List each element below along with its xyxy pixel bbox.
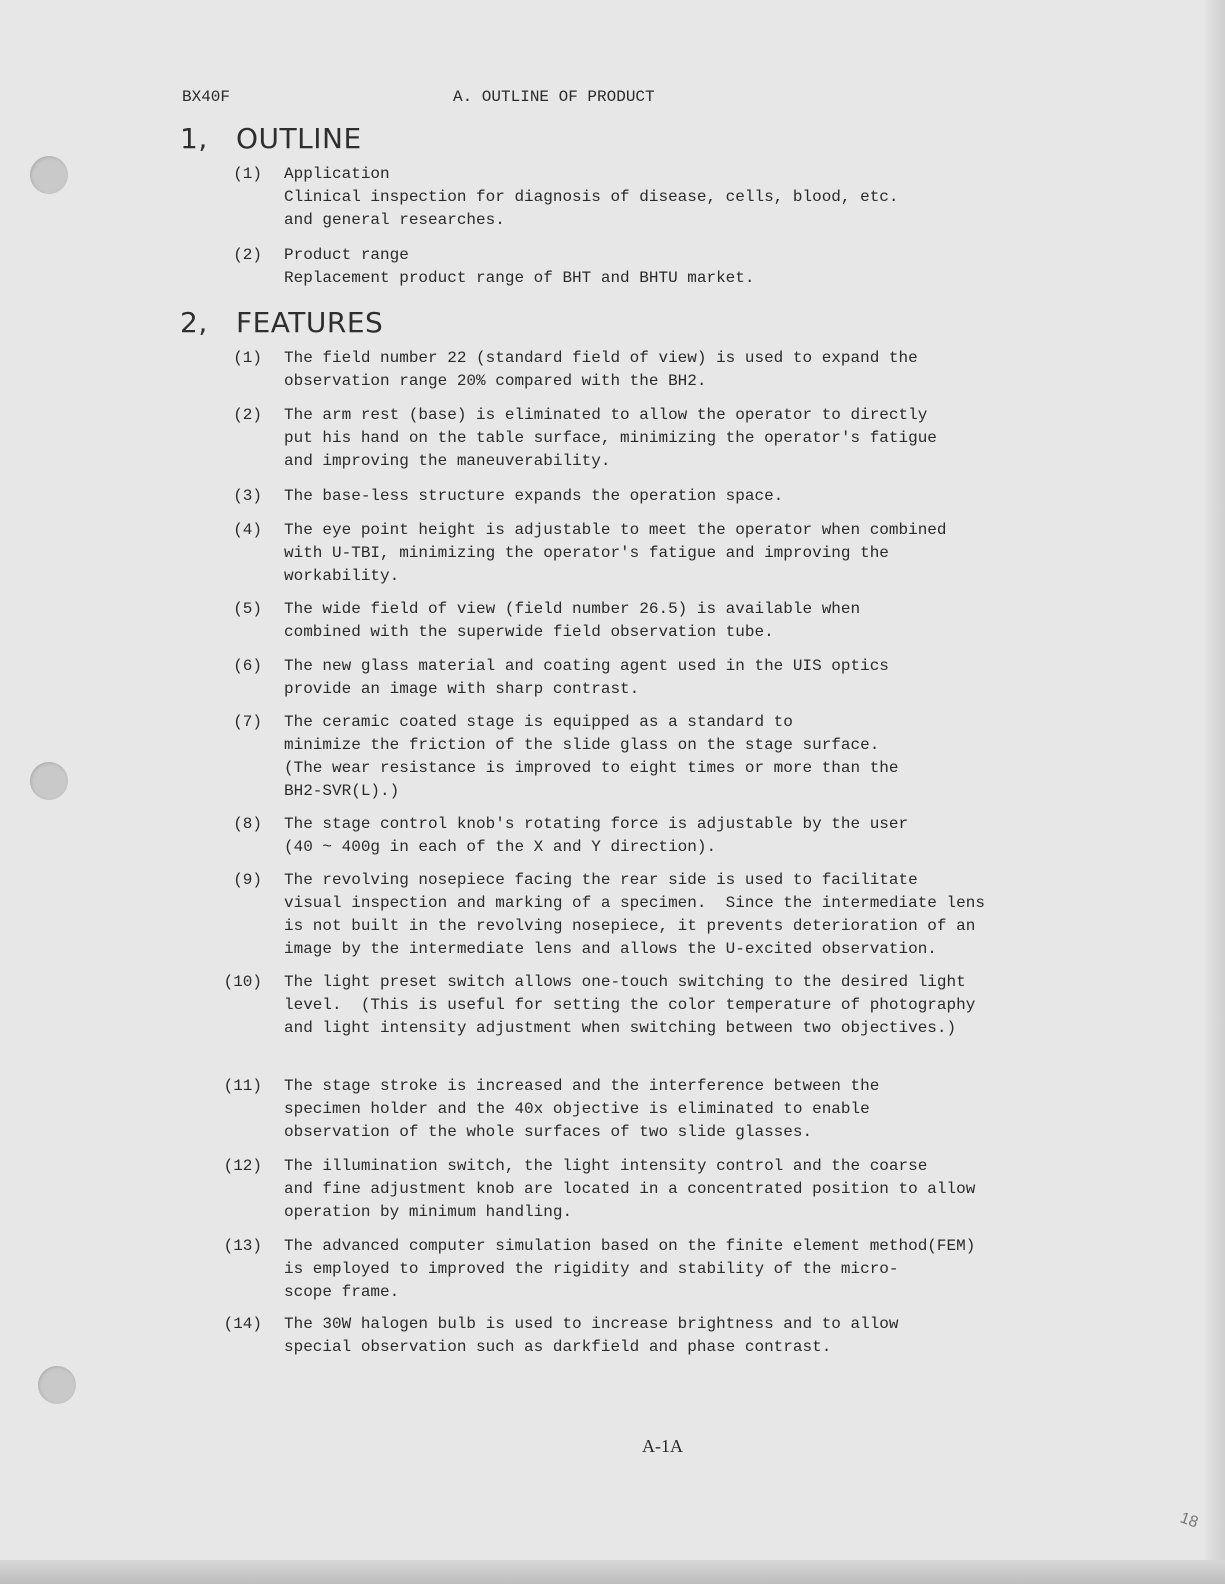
item-number: (4) <box>233 521 262 539</box>
item-number: (8) <box>233 815 262 833</box>
item-line: with U-TBI, minimizing the operator's fatigue and improving the <box>284 544 889 562</box>
item-text <box>284 655 1124 701</box>
item-text <box>284 163 1124 232</box>
item-line: The base-less structure expands the operation space. <box>284 487 784 505</box>
item-text <box>284 711 1124 803</box>
section-title: FEATURES <box>236 306 384 339</box>
item-number: (3) <box>233 487 262 505</box>
item-line: The 30W halogen bulb is used to increase brightness and to allow <box>284 1315 899 1333</box>
page-bottom-shadow <box>0 1560 1225 1584</box>
item-text <box>284 971 1124 1040</box>
item-line: special observation such as darkfield and phase contrast. <box>284 1338 832 1356</box>
item-line: specimen holder and the 40x objective is eliminated to enable <box>284 1100 870 1118</box>
item-line: and improving the maneuverability. <box>284 452 611 470</box>
item-line: (The wear resistance is improved to eight times or more than the <box>284 759 899 777</box>
item-line: workability. <box>284 567 400 585</box>
item-text <box>284 1313 1124 1359</box>
item-line: Replacement product range of BHT and BHTU market. <box>284 269 755 287</box>
header-chapter: A. OUTLINE OF PRODUCT <box>453 88 655 106</box>
item-line: operation by minimum handling. <box>284 1203 573 1221</box>
item-line: visual inspection and marking of a specimen. Since the intermediate lens <box>284 894 985 912</box>
item-line: observation of the whole surfaces of two slide glasses. <box>284 1123 813 1141</box>
item-text <box>284 485 1124 508</box>
item-line: scope frame. <box>284 1283 400 1301</box>
item-number: (13) <box>223 1237 262 1255</box>
section-number: 1, <box>180 122 208 155</box>
item-text <box>284 1155 1124 1224</box>
item-line: is not built in the revolving nosepiece, it prevents deterioration of an <box>284 917 976 935</box>
item-number: (6) <box>233 657 262 675</box>
item-line: put his hand on the table surface, minimizing the operator's fatigue <box>284 429 937 447</box>
item-number: (2) <box>233 246 262 264</box>
item-text <box>284 244 1124 290</box>
header-model: BX40F <box>182 88 231 106</box>
item-text <box>284 598 1124 644</box>
item-number: (5) <box>233 600 262 618</box>
item-line: The field number 22 (standard field of view) is used to expand the <box>284 349 918 367</box>
item-line: The revolving nosepiece facing the rear side is used to facilitate <box>284 871 918 889</box>
item-text <box>284 813 1124 859</box>
section-heading-features <box>180 306 383 339</box>
item-number: (10) <box>223 973 262 991</box>
item-line: minimize the friction of the slide glass on the stage surface. <box>284 736 880 754</box>
item-text <box>284 1235 1124 1304</box>
item-text <box>284 869 1124 961</box>
item-line: The light preset switch allows one-touch switching to the desired light <box>284 973 966 991</box>
item-line: observation range 20% compared with the BH2. <box>284 372 707 390</box>
item-line: Product range <box>284 246 409 264</box>
item-line: and fine adjustment knob are located in a concentrated position to allow <box>284 1180 976 1198</box>
binder-hole-top <box>30 156 68 194</box>
item-text <box>284 1075 1124 1144</box>
page-number: A-1A <box>642 1436 683 1456</box>
item-text <box>284 404 1124 473</box>
item-line: The illumination switch, the light intensity control and the coarse <box>284 1157 928 1175</box>
item-line: (40 ~ 400g in each of the X and Y direction). <box>284 838 717 856</box>
item-text <box>284 519 1124 588</box>
item-line: level. (This is useful for setting the color temperature of photography <box>284 996 976 1014</box>
item-line: The wide field of view (field number 26.5) is available when <box>284 600 861 618</box>
item-line: The eye point height is adjustable to meet the operator when combined <box>284 521 947 539</box>
item-line: The ceramic coated stage is equipped as a standard to <box>284 713 793 731</box>
item-line: Clinical inspection for diagnosis of disease, cells, blood, etc. <box>284 188 899 206</box>
binder-hole-middle <box>30 762 68 800</box>
item-number: (9) <box>233 871 262 889</box>
item-text <box>284 347 1124 393</box>
item-line: combined with the superwide field observation tube. <box>284 623 774 641</box>
binder-hole-bottom <box>38 1366 76 1404</box>
section-number: 2, <box>180 306 208 339</box>
item-line: The stage stroke is increased and the interference between the <box>284 1077 880 1095</box>
item-line: image by the intermediate lens and allows the U-excited observation. <box>284 940 937 958</box>
item-number: (11) <box>223 1077 262 1095</box>
item-number: (1) <box>233 349 262 367</box>
item-number: (2) <box>233 406 262 424</box>
item-line: The stage control knob's rotating force is adjustable by the user <box>284 815 909 833</box>
item-number: (14) <box>223 1315 262 1333</box>
item-number: (1) <box>233 165 262 183</box>
item-line: provide an image with sharp contrast. <box>284 680 640 698</box>
item-line: and light intensity adjustment when switching between two objectives.) <box>284 1019 957 1037</box>
item-line: The arm rest (base) is eliminated to allow the operator to directly <box>284 406 928 424</box>
section-heading-outline <box>180 122 362 155</box>
item-line: The new glass material and coating agent used in the UIS optics <box>284 657 889 675</box>
item-line: Application <box>284 165 390 183</box>
item-line: is employed to improved the rigidity and stability of the micro- <box>284 1260 899 1278</box>
page-edge-shadow <box>1205 0 1225 1584</box>
item-line: BH2-SVR(L).) <box>284 782 400 800</box>
item-line: and general researches. <box>284 211 505 229</box>
margin-handwritten-mark: 18 <box>1177 1509 1201 1532</box>
section-title: OUTLINE <box>236 122 362 155</box>
item-number: (12) <box>223 1157 262 1175</box>
item-number: (7) <box>233 713 262 731</box>
item-line: The advanced computer simulation based on the finite element method(FEM) <box>284 1237 976 1255</box>
